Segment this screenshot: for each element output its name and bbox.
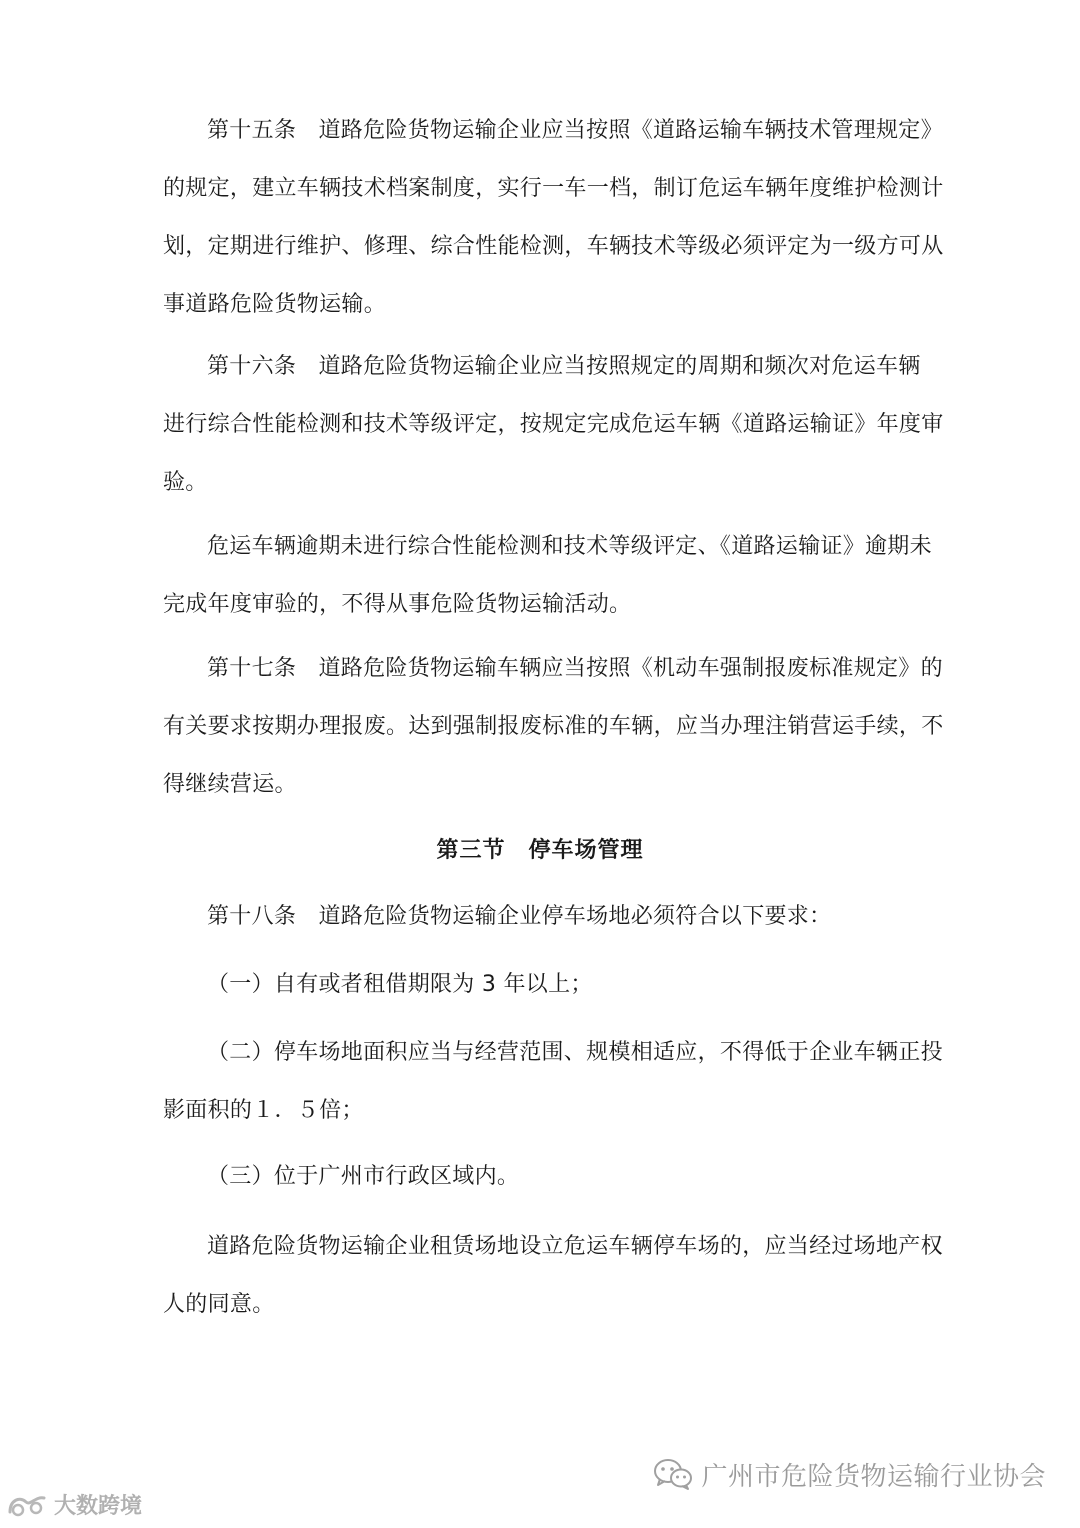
footer-brand-text: 广州市危险货物运输行业协会 bbox=[701, 1461, 1046, 1492]
text-line: 事道路危险货物运输。 bbox=[163, 292, 387, 317]
text-line: 的规定，建立车辆技术档案制度，实行一车一档，制订危运车辆年度维护检测计 bbox=[163, 176, 944, 201]
text-line: （一）自有或者租借期限为 3 年以上； bbox=[207, 972, 593, 997]
text-line: 道路危险货物运输企业租赁场地设立危运车辆停车场的，应当经过场地产权 bbox=[207, 1234, 943, 1259]
requirement-item-2 bbox=[163, 1024, 943, 1140]
article-16-paragraph bbox=[163, 338, 944, 512]
article-17-paragraph bbox=[163, 640, 944, 814]
requirement-item-1 bbox=[163, 956, 919, 1014]
text-line: 划，定期进行维护、修理、综合性能检测，车辆技术等级必须评定为一级方可从 bbox=[163, 234, 944, 259]
watermark bbox=[6, 1489, 142, 1520]
text-line: （二）停车场地面积应当与经营范围、规模相适应，不得低于企业车辆正投 bbox=[207, 1040, 943, 1065]
article-18-paragraph bbox=[163, 888, 919, 946]
requirement-item-3 bbox=[163, 1148, 919, 1206]
text-line: 第十五条 道路危险货物运输企业应当按照《道路运输车辆技术管理规定》 bbox=[207, 118, 943, 143]
watermark-logo-icon bbox=[6, 1492, 50, 1518]
text-line: 验。 bbox=[163, 470, 208, 495]
text-line: 有关要求按期办理报废。达到强制报废标准的车辆，应当办理注销营运手续，不 bbox=[163, 714, 944, 739]
text-line: 第十八条 道路危险货物运输企业停车场地必须符合以下要求： bbox=[207, 904, 832, 929]
section-heading: 第三节 停车场管理 bbox=[436, 838, 644, 863]
watermark-text: 大数跨境 bbox=[54, 1494, 143, 1519]
text-line: 完成年度审验的，不得从事危险货物运输活动。 bbox=[163, 592, 632, 617]
text-line: 危运车辆逾期未进行综合性能检测和技术等级评定、《道路运输证》逾期未 bbox=[207, 534, 932, 559]
text-line: 进行综合性能检测和技术等级评定，按规定完成危运车辆《道路运输证》年度审 bbox=[163, 412, 944, 437]
text-line: 影面积的１．５倍； bbox=[163, 1098, 364, 1123]
text-line: 第十七条 道路危险货物运输车辆应当按照《机动车强制报废标准规定》的 bbox=[207, 656, 943, 681]
overdue-paragraph bbox=[163, 518, 932, 634]
text-line: （三）位于广州市行政区域内。 bbox=[207, 1164, 520, 1189]
article-15-paragraph bbox=[163, 102, 944, 334]
text-line: 第十六条 道路危险货物运输企业应当按照规定的周期和频次对危运车辆 bbox=[207, 354, 921, 379]
wechat-icon bbox=[653, 1457, 693, 1491]
footer-brand bbox=[653, 1454, 1046, 1494]
lease-consent-paragraph bbox=[163, 1218, 943, 1334]
text-line: 得继续营运。 bbox=[163, 772, 297, 797]
text-line: 人的同意。 bbox=[163, 1292, 275, 1317]
